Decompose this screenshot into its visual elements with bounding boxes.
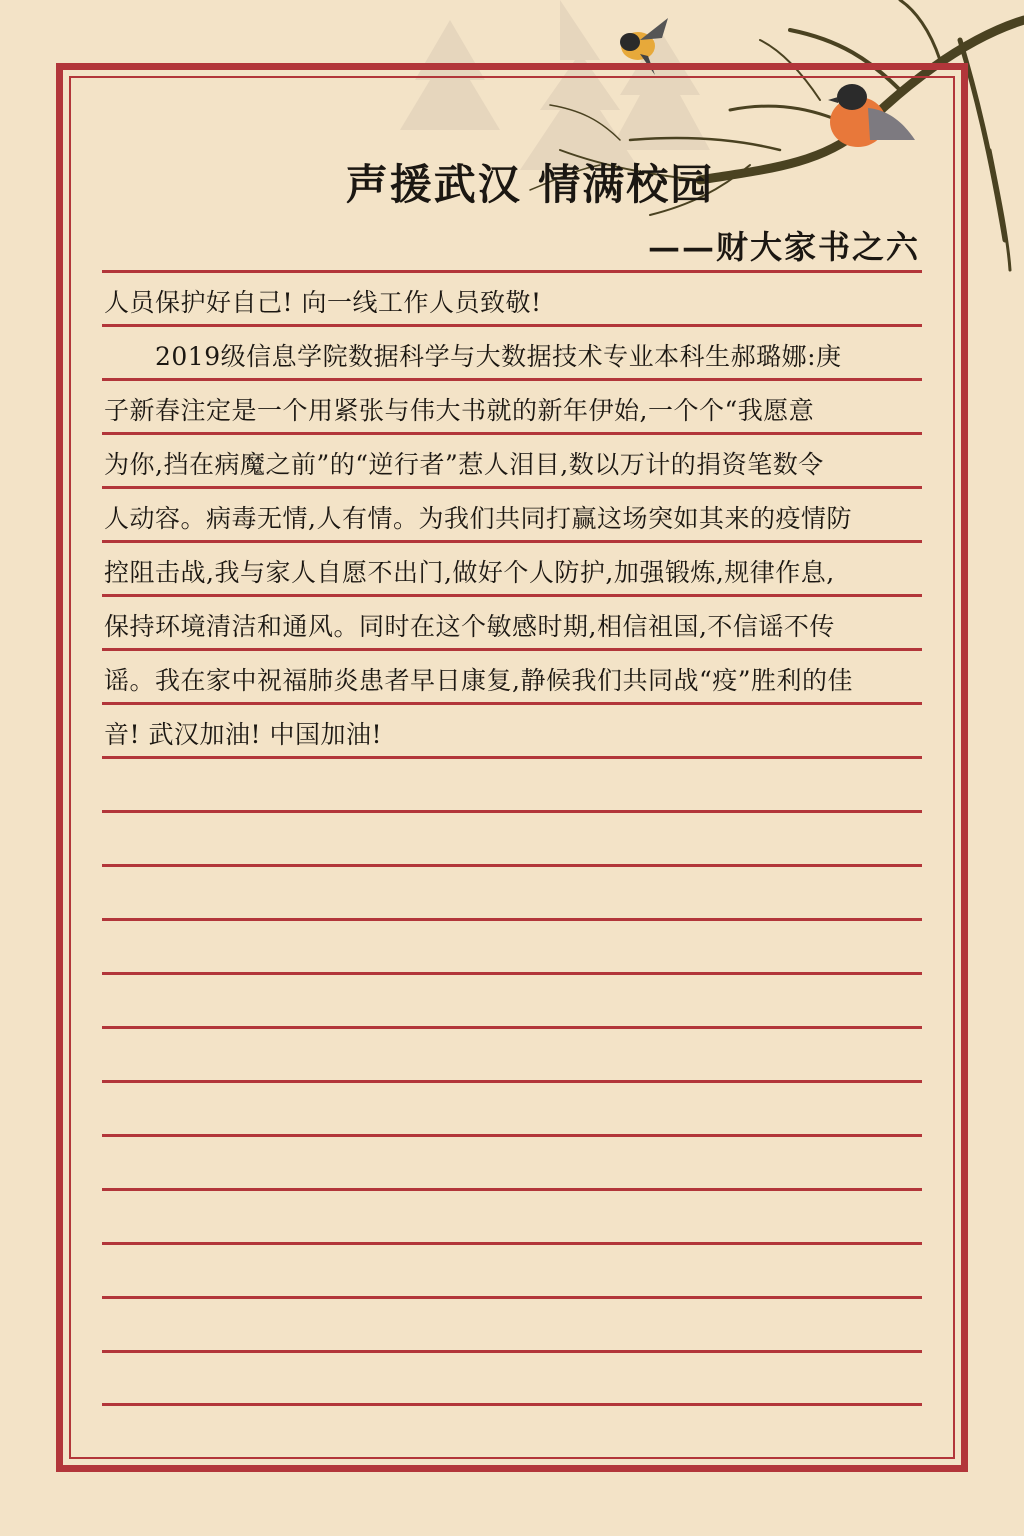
ruled-line bbox=[102, 1188, 922, 1191]
letter-text-line: 为你,挡在病魔之前”的“逆行者”惹人泪目,数以万计的捐资笔数令 bbox=[104, 450, 824, 479]
ruled-line bbox=[102, 1403, 922, 1406]
ruled-line bbox=[102, 918, 922, 921]
ruled-line bbox=[102, 270, 922, 273]
letter-subtitle: ——财大家书之六 bbox=[647, 228, 920, 266]
letter-text-line: 音! 武汉加油! 中国加油! bbox=[104, 720, 383, 749]
letter-text-line: 人动容。病毒无情,人有情。为我们共同打赢这场突如其来的疫情防 bbox=[104, 504, 852, 533]
ruled-line bbox=[102, 1080, 922, 1083]
letter-text-line: 2019级信息学院数据科学与大数据技术专业本科生郝璐娜:庚 bbox=[104, 342, 842, 371]
letter-title: 声援武汉 情满校园 bbox=[345, 160, 715, 209]
letter-text-line: 谣。我在家中祝福肺炎患者早日康复,静候我们共同战“疫”胜利的佳 bbox=[104, 666, 854, 695]
ruled-line bbox=[102, 810, 922, 813]
letter-text-line: 子新春注定是一个用紧张与伟大书就的新年伊始,一个个“我愿意 bbox=[104, 396, 815, 425]
ruled-line bbox=[102, 864, 922, 867]
letter-text-line: 人员保护好自己! 向一线工作人员致敬! bbox=[104, 288, 542, 317]
ruled-line bbox=[102, 1296, 922, 1299]
ruled-line bbox=[102, 1026, 922, 1029]
letter-text-line: 控阻击战,我与家人自愿不出门,做好个人防护,加强锻炼,规律作息, bbox=[104, 558, 835, 587]
ruled-line bbox=[102, 1350, 922, 1353]
ruled-line bbox=[102, 1134, 922, 1137]
ruled-line bbox=[102, 972, 922, 975]
letter-text-line: 保持环境清洁和通风。同时在这个敏感时期,相信祖国,不信谣不传 bbox=[104, 612, 835, 641]
ruled-line bbox=[102, 1242, 922, 1245]
